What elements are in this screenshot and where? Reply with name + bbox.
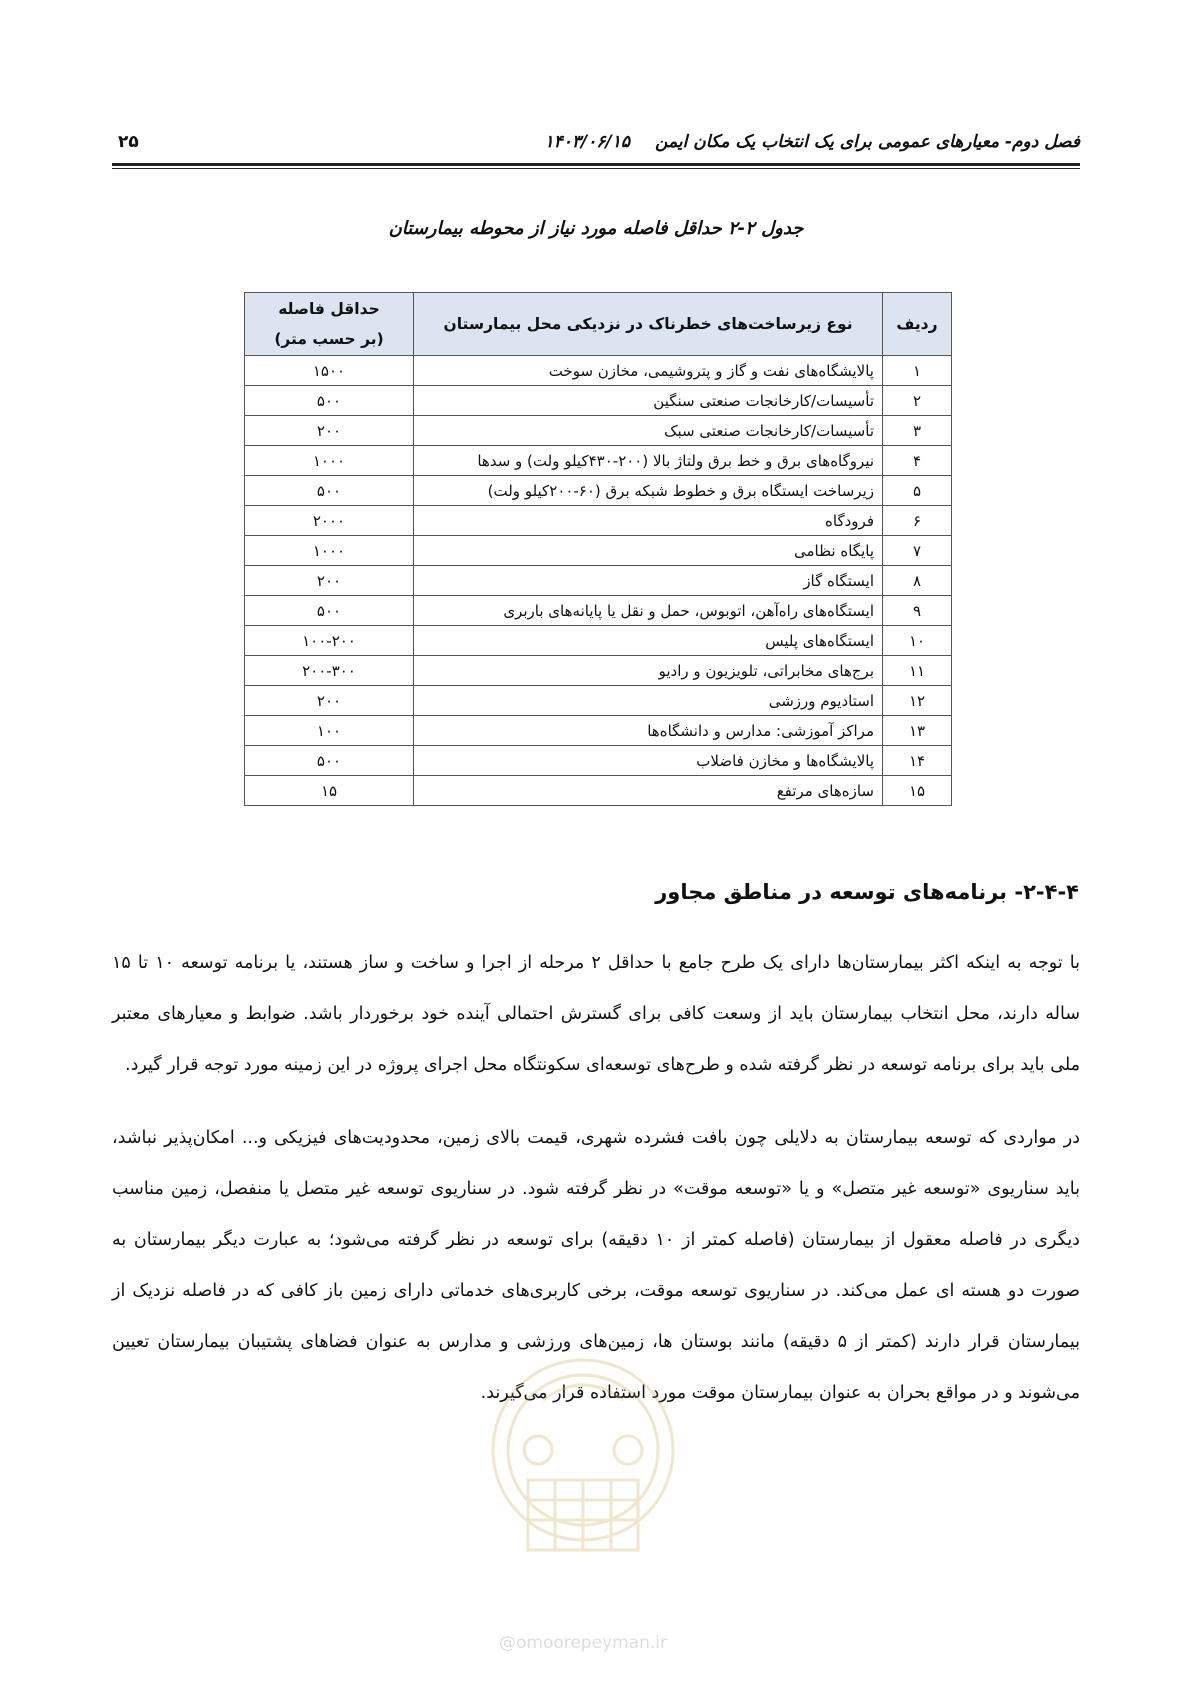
- header-rule-thin: [112, 168, 1080, 169]
- table-row: [245, 596, 952, 626]
- min-distance-cell: ۱۰۰: [245, 716, 414, 746]
- table-row: [245, 446, 952, 476]
- row-number-cell: ۹: [883, 596, 952, 626]
- infrastructure-type-cell: مراکز آموزشی: مدارس و دانشگاه‌ها: [414, 716, 883, 746]
- table-row: [245, 746, 952, 776]
- table-row: [245, 356, 952, 386]
- row-number-cell: ۱۱: [883, 656, 952, 686]
- min-distance-cell: ۱۵: [245, 776, 414, 806]
- chapter-title: فصل دوم- معیارهای عمومی برای یک انتخاب یک مکان ایمن: [655, 132, 1080, 152]
- paragraph-2: در مواردی که توسعه بیمارستان به دلایلی چون بافت فشرده شهری، قیمت بالای زمین، محدودیت‌های فیزیکی و... امکان‌پذیر نباشد، باید سناریوی «توسعه غیر متصل» و یا «توسعه موقت» در نظر گرفته شود. در سناریوی توسعه غیر متصل یا منفصل، زمین مناسب دیگری در فاصله معقول از بیمارستان (فاصله کمتر از ۱۰ دقیقه) برای توسعه در نظر گرفته می‌شود؛ به عبارت دیگر بیمارستان به صورت دو هسته ای عمل می‌کند. در سناریوی توسعه موقت، برخی کاربری‌های خدماتی دارای زمین باز کافی که در فاصله نزدیک از بیمارستان قرار دارند (کمتر از ۵ دقیقه) مانند بوستان ها، زمین‌های ورزشی و مدارس به عنوان فضاهای پشتیبان بیمارستان تعیین می‌شوند و در مواقع بحران به عنوان بیمارستان موقت مورد استفاده قرار می‌گیرند.: [112, 1128, 1081, 1403]
- infrastructure-type-cell: برج‌های مخابراتی، تلویزیون و رادیو: [414, 656, 883, 686]
- header-infrastructure-type: نوع زیرساخت‌های خطرناک در نزدیکی محل بیمارستان: [414, 293, 883, 356]
- header-date: ۱۴۰۳/۰۶/۱۵: [544, 132, 630, 152]
- min-distance-table: [244, 292, 952, 806]
- min-distance-cell: ۲۰۰: [245, 566, 414, 596]
- infrastructure-type-cell: پالایشگاه‌ها و مخازن فاضلاب: [414, 746, 883, 776]
- table-row: [245, 566, 952, 596]
- infrastructure-type-cell: پالایشگاه‌های نفت و گاز و پتروشیمی، مخازن سوخت: [414, 356, 883, 386]
- table-header-row: [245, 293, 952, 356]
- row-number-cell: ۱۳: [883, 716, 952, 746]
- row-number-cell: ۶: [883, 506, 952, 536]
- header-rule-thick: [112, 163, 1080, 166]
- table-row: [245, 476, 952, 506]
- table-row: [245, 536, 952, 566]
- infrastructure-type-cell: تأسیسات/کارخانجات صنعتی سنگین: [414, 386, 883, 416]
- table-row: [245, 626, 952, 656]
- row-number-cell: ۷: [883, 536, 952, 566]
- row-number-cell: ۱۵: [883, 776, 952, 806]
- row-number-cell: ۱: [883, 356, 952, 386]
- table-caption: جدول ۲-۲ حداقل فاصله مورد نیاز از محوطه بیمارستان: [388, 218, 804, 239]
- row-number-cell: ۲: [883, 386, 952, 416]
- table-row: [245, 386, 952, 416]
- row-number-cell: ۵: [883, 476, 952, 506]
- header-min-distance-line2: (بر حسب متر): [274, 330, 384, 348]
- infrastructure-type-cell: فرودگاه: [414, 506, 883, 536]
- infrastructure-type-cell: پایگاه نظامی: [414, 536, 883, 566]
- table-row: [245, 716, 952, 746]
- row-number-cell: ۸: [883, 566, 952, 596]
- watermark-seal: [483, 1330, 683, 1660]
- infrastructure-type-cell: سازه‌های مرتفع: [414, 776, 883, 806]
- min-distance-cell: ۲۰۰: [245, 416, 414, 446]
- min-distance-cell: ۵۰۰: [245, 386, 414, 416]
- row-number-cell: ۱۰: [883, 626, 952, 656]
- min-distance-cell: ۱۵۰۰: [245, 356, 414, 386]
- table-row: [245, 776, 952, 806]
- infrastructure-type-cell: ایستگاه‌های پلیس: [414, 626, 883, 656]
- infrastructure-type-cell: نیروگاه‌های برق و خط برق ولتاژ بالا (۲۰۰-۴۳۰کیلو ولت) و سدها: [414, 446, 883, 476]
- page-number: ۲۵: [118, 132, 139, 152]
- table-row: [245, 506, 952, 536]
- header-min-distance: [245, 293, 414, 356]
- table-row: [245, 416, 952, 446]
- infrastructure-type-cell: تأسیسات/کارخانجات صنعتی سبک: [414, 416, 883, 446]
- table-row: [245, 656, 952, 686]
- header-min-distance-line1: حداقل فاصله: [278, 300, 380, 318]
- min-distance-cell: ۵۰۰: [245, 476, 414, 506]
- infrastructure-type-cell: ایستگاه گاز: [414, 566, 883, 596]
- min-distance-cell: ۲۰۰: [245, 686, 414, 716]
- min-distance-cell: ۱۰۰۰: [245, 536, 414, 566]
- paragraph-1: با توجه به اینکه اکثر بیمارستان‌ها دارای یک طرح جامع با حداقل ۲ مرحله از اجرا و ساخت و ساز هستند، یا برنامه توسعه ۱۰ تا ۱۵ ساله دارند، محل انتخاب بیمارستان باید از وسعت کافی برای گسترش احتمالی آینده خود برخوردار باشد. ضوابط و معیارهای معتبر ملی باید برای برنامه توسعه در نظر گرفته شده و طرح‌های توسعه‌ای سکونتگاه محل اجرای پروژه در این زمینه مورد توجه قرار گیرد.: [112, 953, 1080, 1075]
- min-distance-cell: ۵۰۰: [245, 746, 414, 776]
- watermark-text: @omoorepeyman.ir: [498, 1633, 668, 1653]
- infrastructure-type-cell: ایستگاه‌های راه‌آهن، اتوبوس، حمل و نقل یا پایانه‌های باربری: [414, 596, 883, 626]
- min-distance-cell: ۱۰۰-۲۰۰: [245, 626, 414, 656]
- infrastructure-type-cell: زیرساخت ایستگاه برق و خطوط شبکه برق (۶۰-۲۰۰کیلو ولت): [414, 476, 883, 506]
- header-row-number: ردیف: [883, 293, 952, 356]
- min-distance-cell: ۱۰۰۰: [245, 446, 414, 476]
- table-body: [245, 356, 952, 806]
- row-number-cell: ۱۲: [883, 686, 952, 716]
- min-distance-cell: ۲۰۰-۳۰۰: [245, 656, 414, 686]
- table-row: [245, 686, 952, 716]
- page-header: [112, 128, 1080, 158]
- infrastructure-type-cell: استادیوم ورزشی: [414, 686, 883, 716]
- row-number-cell: ۱۴: [883, 746, 952, 776]
- min-distance-cell: ۵۰۰: [245, 596, 414, 626]
- row-number-cell: ۳: [883, 416, 952, 446]
- section-title: ۲-۴-۴- برنامه‌های توسعه در مناطق مجاور: [655, 880, 1079, 904]
- min-distance-cell: ۲۰۰۰: [245, 506, 414, 536]
- row-number-cell: ۴: [883, 446, 952, 476]
